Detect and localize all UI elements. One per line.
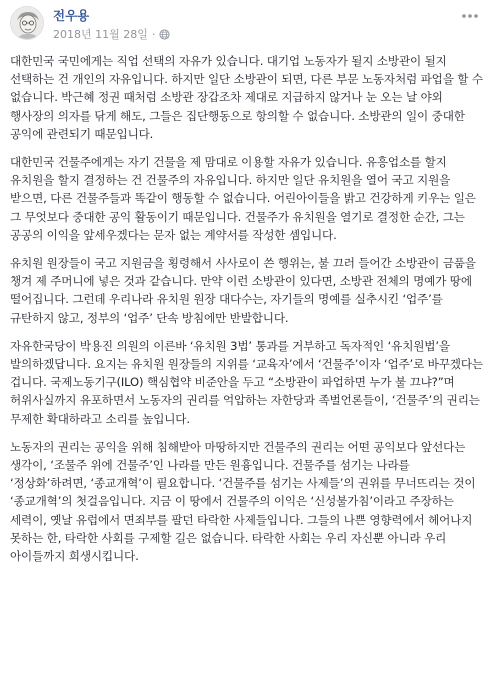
post-paragraph-2: 대한민국 건물주에게는 자기 건물을 제 맘대로 이용할 자유가 있습니다. 유흥업소를 할지 유치원을 할지 결정하는 건 건물주의 자유입니다. 하지만 일단 유치원을 열어 국고 지원을 받으면, 다른 건물주들과 똑같이 행동할 수 없습니다. 어린아이들을 밝고 건강하게 키우는 일은 그 무엇보다 중대한 공익 활동이기 때문입니다. 건물주가 유치원을 열기로 결정한 순간, 그는 공공의 이익을 앞세우겠다는 문자 없는 계약서를 작성한 셈입니다. [10,155,476,242]
author-avatar[interactable] [10,6,44,40]
post-meta [53,26,170,42]
globe-icon[interactable] [159,29,170,40]
post-header [0,0,494,48]
post-paragraph-4: 자유한국당이 박용진 의원의 이른바 ‘유치원 3법’ 통과를 거부하고 독자적인 ‘유치원법’을 발의하겠답니다. 요지는 유치원 원장들의 지위를 ‘교육자’에서 ‘건물주’이자 ‘업주’로 바꾸겠다는 겁니다. 국제노동기구(ILO) 핵심협약 비준안을 두고 “소방관이 파업하면 누가 불 끄냐?”며 허위사실까지 유포하면서 노동자의 권리를 억압하는 자한당과 족벌언론들이, ‘건물주’의 권리는 무제한 확대하라고 소리를 높입니다. [10,338,483,426]
meta-separator: · [151,27,156,41]
post-paragraph-5: 노동자의 권리는 공익을 위해 침해받아 마땅하지만 건물주의 권리는 어떤 공익보다 앞선다는 생각이, ‘조물주 위에 건물주’인 나라를 만든 원흉입니다. 건물주를 섬기는 나라를 ‘정상화’하려면, ‘종교개혁’이 필요합니다. ‘건물주를 섬기는 사제들’의 권위를 무너뜨리는 것이 ‘종교개혁’의 첫걸음입니다. 지금 이 땅에서 건물주의 이익은 ‘신성불가침’이라고 주장하는 세력이, 옛날 유럽에서 면죄부를 팔던 타락한 사제들입니다. 그들의 나쁜 영향력에서 헤어나지 못하는 한, 타락한 사회를 구제할 길은 없습니다. 타락한 사회는 우리 자신뿐 아니라 우리 아이들까지 희생시킵니다. [10,439,476,564]
post-body [10,52,486,575]
more-options-icon[interactable] [458,8,482,24]
avatar-portrait-icon [11,7,44,40]
author-name[interactable]: 전우용 [53,8,90,23]
post-paragraph-1: 대한민국 국민에게는 직업 선택의 자유가 있습니다. 대기업 노동자가 될지 소방관이 될지 선택하는 건 개인의 자유입니다. 하지만 일단 소방관이 되면, 다른 부문 노동자처럼 파업을 할 수 없습니다. 박근혜 정권 때처럼 소방관 장갑조차 제대로 지급하지 않거나 눈 오는 날 야외 행사장의 의자를 닦게 해도, 그들은 집단행동으로 항의할 수 없습니다. 소방관의 일이 중대한 공익에 관련되기 때문입니다. [10,54,483,141]
post-date[interactable]: 2018년 11월 28일 [53,28,148,41]
post-paragraph-3: 유치원 원장들이 국고 지원금을 횡령해서 사사로이 쓴 행위는, 불 끄러 들어간 소방관이 금품을 챙겨 제 주머니에 넣은 것과 같습니다. 만약 이런 소방관이 있다면, 소방관 전체의 명예가 땅에 떨어집니다. 그런데 우리나라 유치원 원장 대다수는, 자기들의 명예를 실추시킨 ‘업주’를 규탄하지 않고, 정부의 ‘업주’ 단속 방침에만 반발합니다. [10,256,476,325]
